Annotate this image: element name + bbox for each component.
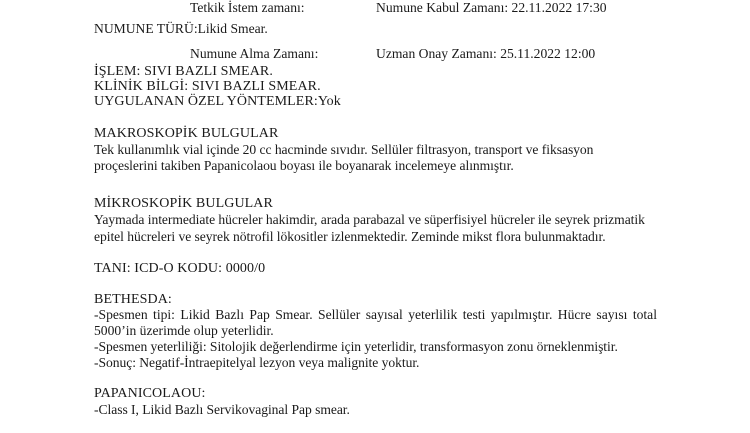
bethesda-specimen-type: -Spesmen tipi: Likid Bazlı Pap Smear. Sellüler sayısal yeterlilik testi yapılmıştır. Hücre sayısı total — [94, 307, 657, 322]
sampling-time-label: Numune Alma Zamanı: — [190, 46, 319, 61]
macroscopic-heading: MAKROSKOPİK BULGULAR — [94, 126, 279, 141]
bethesda-result: -Sonuç: Negatif-İntraepitelyal lezyon veya malignite yoktur. — [94, 355, 420, 370]
macroscopic-line-1: Tek kullanımlık vial içinde 20 cc hacminde sıvıdır. Sellüler filtrasyon, transport ve fiksasyon — [94, 142, 594, 157]
bethesda-specimen-type-cont: 5000’in üzerimde olup yeterlidir. — [94, 323, 274, 338]
bethesda-heading: BETHESDA: — [94, 292, 172, 307]
diagnosis-code: TANI: ICD-O KODU: 0000/0 — [94, 261, 266, 276]
microscopic-line-2: epitel hücreleri ve seyrek nötrofil lökositler izlenmektedir. Zeminde mikst flora bulunmaktadır. — [94, 229, 606, 244]
macroscopic-line-2: proçeslerini takiben Papanicolaou boyası ile boyanarak incelemeye alınmıştır. — [94, 158, 514, 173]
procedure: İŞLEM: SIVI BAZLI SMEAR. — [94, 64, 273, 79]
request-time-label: Tetkik İstem zamanı: — [190, 0, 305, 15]
special-methods: UYGULANAN ÖZEL YÖNTEMLER:Yok — [94, 94, 341, 109]
approval-time: Uzman Onay Zamanı: 25.11.2022 12:00 — [376, 46, 596, 61]
clinical-info: KLİNİK BİLGİ: SIVI BAZLI SMEAR. — [94, 79, 321, 94]
microscopic-heading: MİKROSKOPİK BULGULAR — [94, 196, 273, 211]
specimen-type: NUMUNE TÜRÜ:Likid Smear. — [94, 21, 268, 36]
received-time: Numune Kabul Zamanı: 22.11.2022 17:30 — [376, 0, 607, 15]
papanicolaou-heading: PAPANICOLAOU: — [94, 386, 206, 401]
microscopic-line-1: Yaymada intermediate hücreler hakimdir, arada parabazal ve süperfisiyel hücreler ile seyrek prizmatik — [94, 212, 645, 227]
bethesda-adequacy: -Spesmen yeterliliği: Sitolojik değerlendirme için yeterlidir, transformasyon zonu örneklenmiştir. — [94, 339, 618, 354]
papanicolaou-class: -Class I, Likid Bazlı Servikovaginal Pap smear. — [94, 402, 350, 417]
